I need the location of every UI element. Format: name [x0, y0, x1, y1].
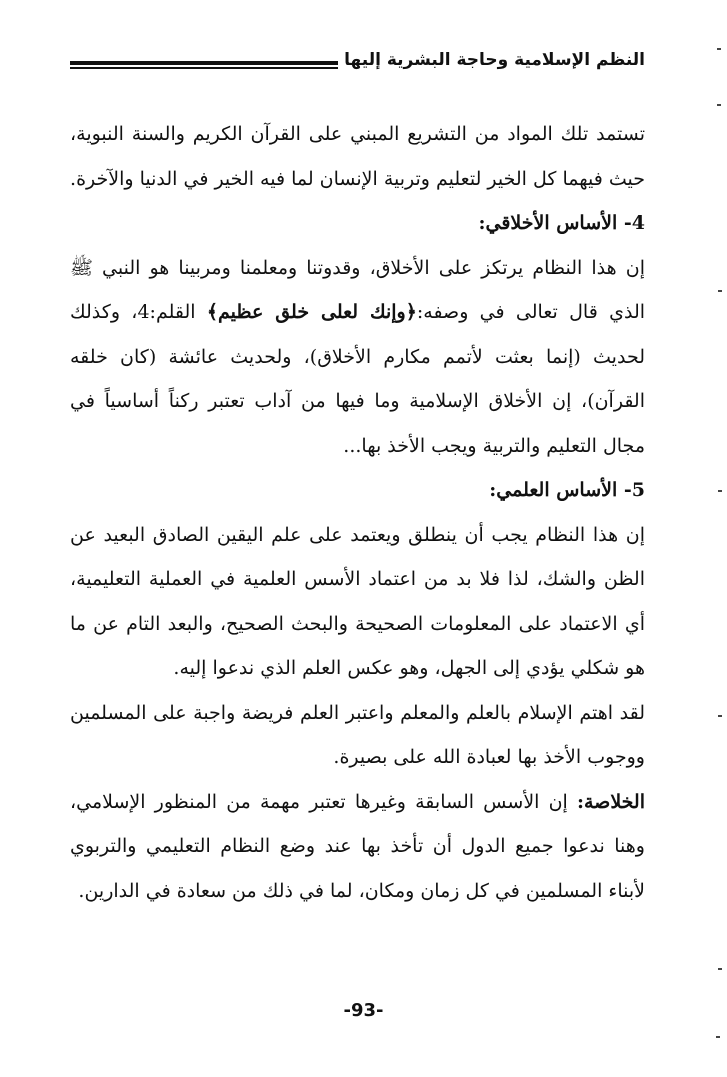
- paragraph-moral-part2: القلم:4، وكذلك لحديث (إنما بعثت لأتمم مكارم الأخلاق)، ولحديث عائشة (كان خلقه القرآن)، إن الأخلاق الإسلامية وما فيها من آداب تعتبر ركناً أساسياً في مجال التعليم والتربية ويجب الأخذ بها...: [70, 301, 645, 457]
- scan-mark: [718, 290, 722, 292]
- paragraph-moral: [70, 246, 645, 469]
- summary-text: إن الأسس السابقة وغيرها تعتبر مهمة من المنظور الإسلامي، وهنا ندعوا جميع الدول أن تأخذ بها عند وضع النظام التعليمي والتربوي لأبناء المسلمين في كل زمان ومكان، لما في ذلك من سعادة في الدارين.: [70, 790, 645, 902]
- section-title: الأساس العلمي:: [489, 479, 618, 501]
- header-rule: [70, 61, 338, 69]
- scan-mark: [717, 48, 721, 50]
- paragraph-scientific: إن هذا النظام يجب أن ينطلق ويعتمد على علم اليقين الصادق البعيد عن الظن والشك، لذا فلا بد من اعتماد الأسس العلمية في العملية التعليمية، أي الاعتماد على المعلومات الصحيحة والبحث الصحيح، والبعد التام عن ما هو شكلي يؤدي إلى الجهل، وهو عكس العلم الذي ندعوا إليه.: [70, 523, 645, 679]
- page-header: [70, 50, 645, 70]
- paragraph-intro: تستمد تلك المواد من التشريع المبني على القرآن الكريم والسنة النبوية، حيث فيهما كل الخير لتعليم وتربية الإنسان لما فيه الخير في الدنيا والآخرة.: [70, 123, 645, 190]
- scan-mark: [716, 1036, 720, 1038]
- paragraph-summary: [70, 780, 645, 914]
- header-rule-thin: [70, 67, 338, 69]
- scan-mark: [717, 104, 721, 106]
- scan-mark: [718, 715, 722, 717]
- paragraph-moral-part1: إن هذا النظام يرتكز على الأخلاق، وقدوتنا ومعلمنا ومربينا هو النبي ﷺ الذي قال تعالى في وصفه:: [70, 256, 646, 323]
- paragraph-knowledge: لقد اهتم الإسلام بالعلم والمعلم واعتبر العلم فريضة واجبة على المسلمين ووجوب الأخذ بها لعبادة الله على بصيرة.: [70, 701, 645, 768]
- section-heading-scientific: [70, 468, 645, 513]
- scan-mark: [718, 490, 722, 492]
- page-number: -93-: [343, 1000, 384, 1021]
- summary-label: الخلاصة:: [576, 790, 645, 813]
- body-text: [70, 112, 645, 913]
- section-title: الأساس الأخلاقي:: [478, 212, 618, 234]
- section-number: 5-: [623, 479, 645, 501]
- quran-quote: ﴿وإنك لعلى خلق عظيم﴾: [206, 301, 417, 323]
- running-title: النظم الإسلامية وحاجة البشرية إليها: [344, 50, 645, 70]
- section-number: 4-: [623, 212, 645, 234]
- section-heading-moral: [70, 201, 645, 246]
- scan-mark: [718, 968, 722, 970]
- header-rule-thick: [70, 61, 338, 65]
